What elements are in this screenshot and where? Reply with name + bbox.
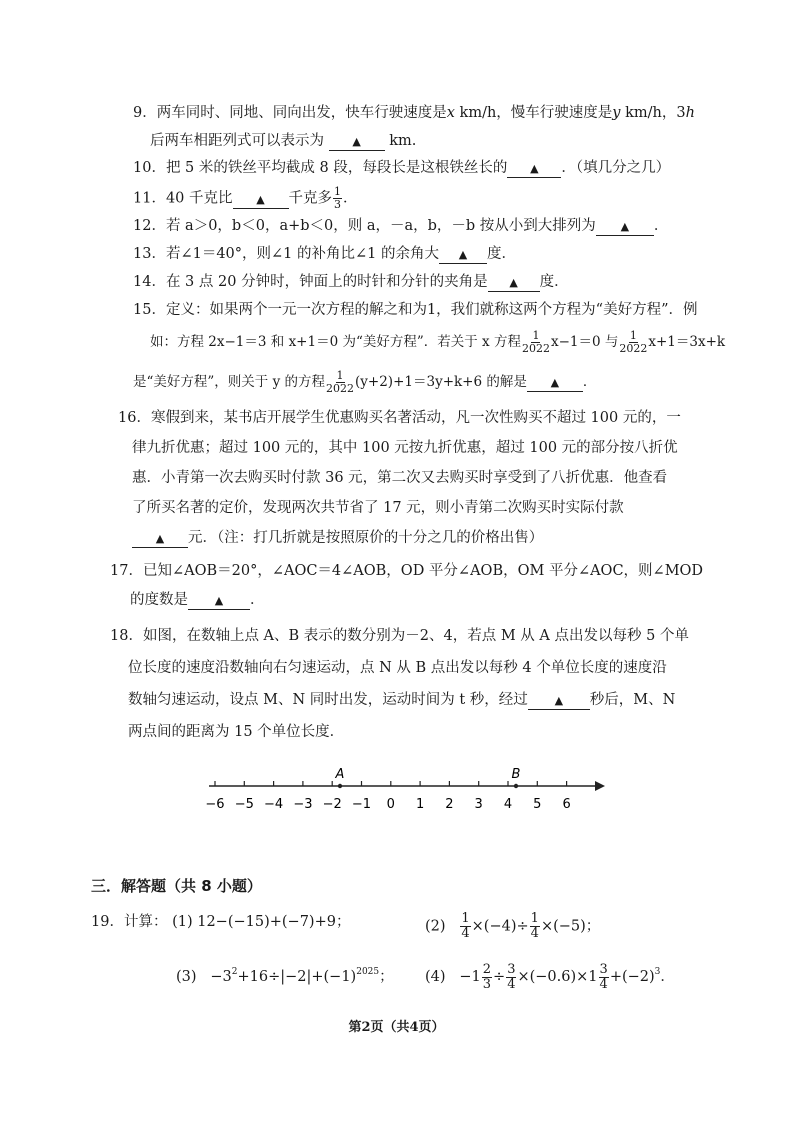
q18-line4: 两点间的距离为 15 个单位长度． (128, 724, 345, 740)
point-b-dot (514, 784, 518, 788)
q11-line: 11．40 千克比 ▲ 千克多 $\frac{1}{3}$ ． (133, 185, 358, 211)
q15-line1: 15．定义：如果两个一元一次方程的解之和为1，我们就称这两个方程为“美好方程”．例 (133, 302, 698, 318)
number-line-tick-label: 4 (503, 797, 513, 812)
point-b-label: B (511, 767, 521, 782)
q15-answer-blank[interactable]: ▲ (527, 374, 583, 392)
number-line-tick-label: 5 (533, 797, 542, 812)
q15-line3: 是“美好方程”，则关于 y 的方程 $\frac{1}{2022}$ (y+2)+1＝3y+k+6 的解是 ▲ ． (133, 369, 597, 395)
q19-part4: (4) −1 $\frac{2}{3}$ ÷ $\frac{3}{4}$ ×(−0.6)×1 $\frac{3}{4}$ $+(-2)^3$． (425, 961, 675, 992)
q15-line2: 如：方程 2x−1＝3 和 x+1＝0 为“美好方程”．若关于 x 方程 $\frac{1}{2022}$ x−1＝0 与 $\frac{1}{2022}$ x+1＝3x+k (150, 329, 726, 355)
q18-line2: 位长度的速度沿数轴向右匀速运动，点 N 从 B 点出发以每秒 4 个单位长度的速度沿 (128, 660, 667, 676)
q16-line5: ▲ 元．（注：打几折就是按照原价的十分之几的价格出售） (132, 528, 543, 548)
q19-part2: (2) $\frac{1}{4}$ ×(−4)÷ $\frac{1}{4}$ ×(−5)； (425, 911, 601, 941)
number-line-tick-label: −6 (205, 797, 225, 812)
q14-answer-blank[interactable]: ▲ (488, 274, 540, 292)
q16-line1: 16．寒假到来，某书店开展学生优惠购买名著活动，凡一次性购买不超过 100 元的，一 (118, 410, 681, 426)
point-a-label: A (335, 767, 345, 782)
number-line-tick-label: −2 (322, 797, 342, 812)
number-line-arrow-icon (595, 781, 605, 791)
q11-answer-blank[interactable]: ▲ (233, 191, 289, 209)
q9-answer-blank[interactable]: ▲ (329, 133, 385, 151)
q9-number: 9． (133, 105, 157, 121)
q10-line: 10．把 5 米的铁丝平均截成 8 段，每段长是这根铁丝长的 ▲ ．（填几分之几） (133, 160, 671, 176)
q12-line: 12．若 a＞0，b＜0，a+b＜0，则 a，－a，b，－b 按从小到大排列为 ▲ ． (133, 218, 669, 234)
q19-part3: (3) $-3^2+16\div|-2|+(-1)^{2025}$； (176, 967, 394, 985)
q14-line: 14．在 3 点 20 分钟时，钟面上的时针和分针的夹角是 ▲ 度． (133, 274, 569, 290)
q13-line: 13．若∠1＝40°，则∠1 的补角比∠1 的余角大 ▲ 度． (133, 246, 516, 262)
number-line-figure (195, 764, 615, 824)
q18-answer-blank[interactable]: ▲ (528, 692, 590, 710)
q12-answer-blank[interactable]: ▲ (596, 218, 654, 236)
q9-line2: 后两车相距列式可以表示为 ▲ km. (150, 133, 417, 149)
q19-part1-expr: 12−(−15)+(−7)+9； (197, 914, 351, 930)
q17-answer-blank[interactable]: ▲ (188, 592, 250, 610)
number-line-tick-label: 1 (415, 797, 425, 812)
q10-answer-blank[interactable]: ▲ (507, 160, 561, 178)
point-a-dot (338, 784, 342, 788)
q13-answer-blank[interactable]: ▲ (439, 246, 487, 264)
q9-line1: 9．两车同时、同地、同向出发，快车行驶速度是x km/h，慢车行驶速度是y km/h，3h (133, 105, 695, 121)
number-line-tick-label: 3 (474, 797, 483, 812)
q17-line2: 的度数是 ▲ ． (130, 592, 265, 608)
page-footer: 第2页（共4页） (348, 1020, 445, 1035)
q18-line1: 18．如图，在数轴上点 A、B 表示的数分别为－2、4，若点 M 从 A 点出发以每秒 5 个单 (110, 628, 689, 644)
q19-part1-label: (1) (172, 914, 193, 930)
number-line-tick-label: 2 (445, 797, 454, 812)
q19-line1: 19．计算： (1) 12−(−15)+(−7)+9； (91, 914, 351, 930)
q11-fraction: $\frac{1}{3}$ (334, 185, 342, 211)
number-line-tick-label: −4 (264, 797, 284, 812)
q16-line2: 律九折优惠；超过 100 元的，其中 100 元按九折优惠，超过 100 元的部分按八折优 (132, 440, 678, 456)
number-line-tick-label: −5 (234, 797, 254, 812)
number-line-tick-label: 6 (562, 797, 571, 812)
section-3-title: 三．解答题（共 8 小题） (91, 877, 262, 895)
number-line-tick-label: −1 (351, 797, 372, 812)
q16-line4: 了所买名著的定价，发现两次共节省了 17 元，则小青第二次购买时实际付款 (132, 500, 624, 516)
q18-line3: 数轴匀速运动，设点 M、N 同时出发，运动时间为 t 秒，经过 ▲ 秒后，M、N (128, 692, 676, 708)
q17-line1: 17．已知∠AOB＝20°，∠AOC＝4∠AOB，OD 平分∠AOB，OM 平分∠AOC，则∠MOD (110, 563, 704, 579)
q16-answer-blank[interactable]: ▲ (132, 530, 188, 548)
number-line-tick-label: −3 (293, 797, 313, 812)
number-line-tick-label: 0 (386, 797, 395, 812)
q16-line3: 惠．小青第一次去购买时付款 36 元，第二次又去购买时享受到了八折优惠．他查看 (132, 470, 668, 486)
